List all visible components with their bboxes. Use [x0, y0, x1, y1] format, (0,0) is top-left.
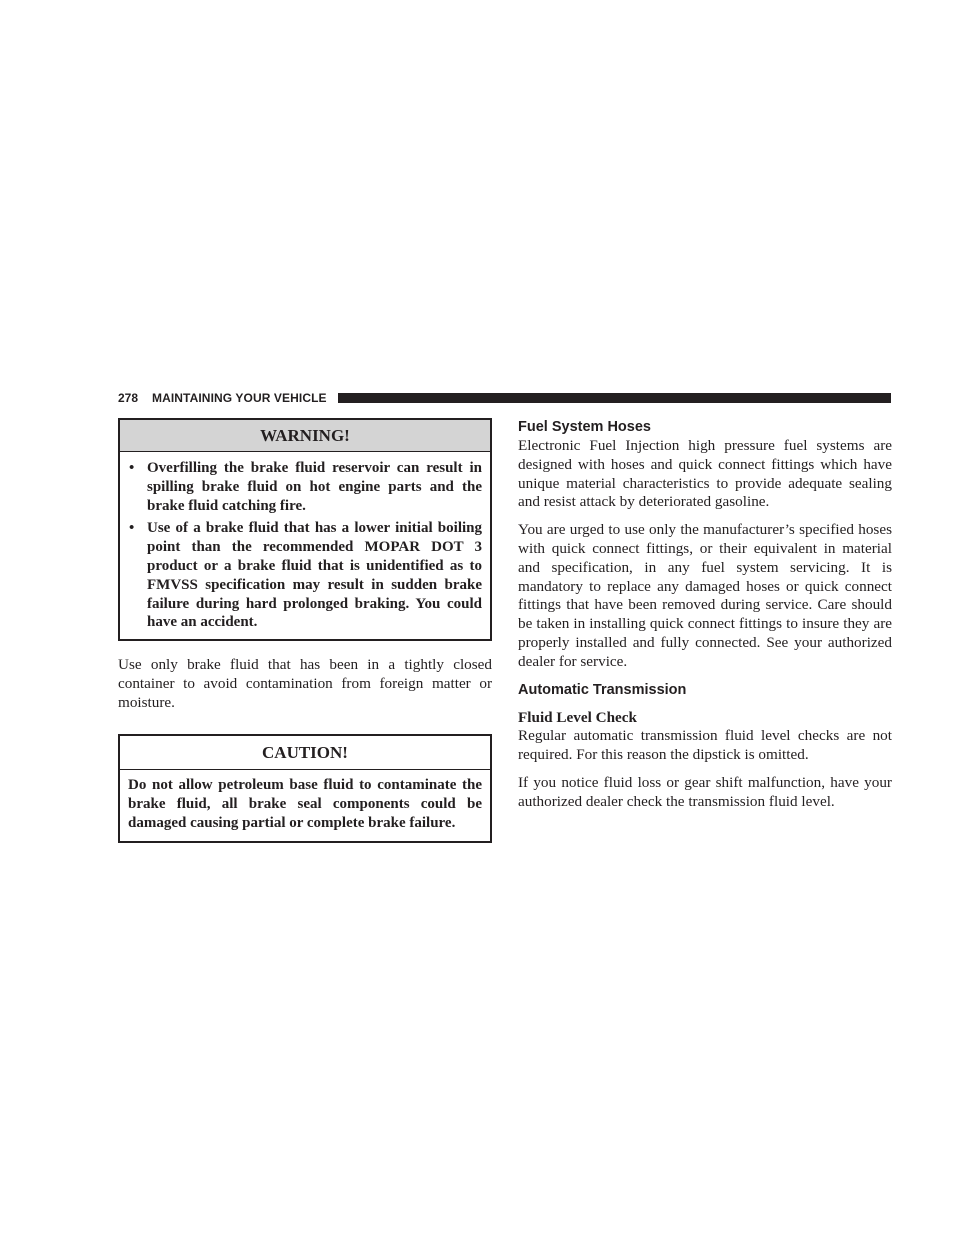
bullet-icon: •	[129, 460, 135, 476]
warning-box	[118, 418, 492, 641]
fluid-level-check-subheading: Fluid Level Check	[518, 708, 637, 726]
brake-fluid-paragraph: Use only brake fluid that has been in a tightly closed container to avoid contamination from foreign matter or moisture.	[118, 656, 492, 711]
header-rule	[338, 393, 891, 403]
left-column	[118, 418, 492, 843]
right-column	[518, 418, 892, 812]
page-header	[118, 390, 891, 406]
warning-title: WARNING!	[120, 420, 490, 452]
bullet-icon: •	[129, 520, 135, 537]
warning-item-text: Overfilling the brake fluid reservoir can result in spilling brake fluid on hot engine parts and the brake fluid catching fire.	[147, 460, 482, 514]
automatic-transmission-heading: Automatic Transmission	[518, 681, 687, 698]
transmission-paragraph: If you notice fluid loss or gear shift malfunction, have your authorized dealer check the transmission fluid level.	[518, 773, 892, 810]
fuel-hoses-paragraph: You are urged to use only the manufacturer’s specified hoses with quick connect fittings, or their equivalent in material and specification, in any fuel system servicing. It is mandatory to replace any damaged hoses or quick connect fittings that have been removed during service. Care should be taken in installing quick connect fittings to insure they are properly installed and fully connected. See your authorized dealer for service.	[518, 521, 892, 670]
fuel-hoses-paragraph: Electronic Fuel Injection high pressure fuel systems are designed with hoses and quick connect fittings which have unique material characteristics to provide adequate sealing and resist attack by deteriorated gasoline.	[518, 437, 892, 511]
caution-title: CAUTION!	[120, 736, 490, 770]
section-title: MAINTAINING YOUR VEHICLE	[152, 391, 327, 405]
warning-item-text: Use of a brake fluid that has a lower initial boiling point than the recommended MOPAR DOT 3 product or a brake fluid that is unidentified as to FMVSS specification may result in sudden brake failure during hard prolonged braking. You could have an accident.	[147, 520, 482, 631]
warning-list	[120, 452, 490, 642]
caution-box	[118, 734, 492, 843]
caution-text: Do not allow petroleum base fluid to contaminate the brake fluid, all brake seal components could be damaged causing partial or complete brake failure.	[128, 777, 482, 831]
warning-item	[129, 519, 482, 632]
page-number: 278	[118, 391, 139, 405]
warning-item	[129, 459, 482, 515]
transmission-paragraph: Regular automatic transmission fluid level checks are not required. For this reason the dipstick is omitted.	[518, 727, 892, 764]
fuel-system-hoses-heading: Fuel System Hoses	[518, 419, 651, 435]
